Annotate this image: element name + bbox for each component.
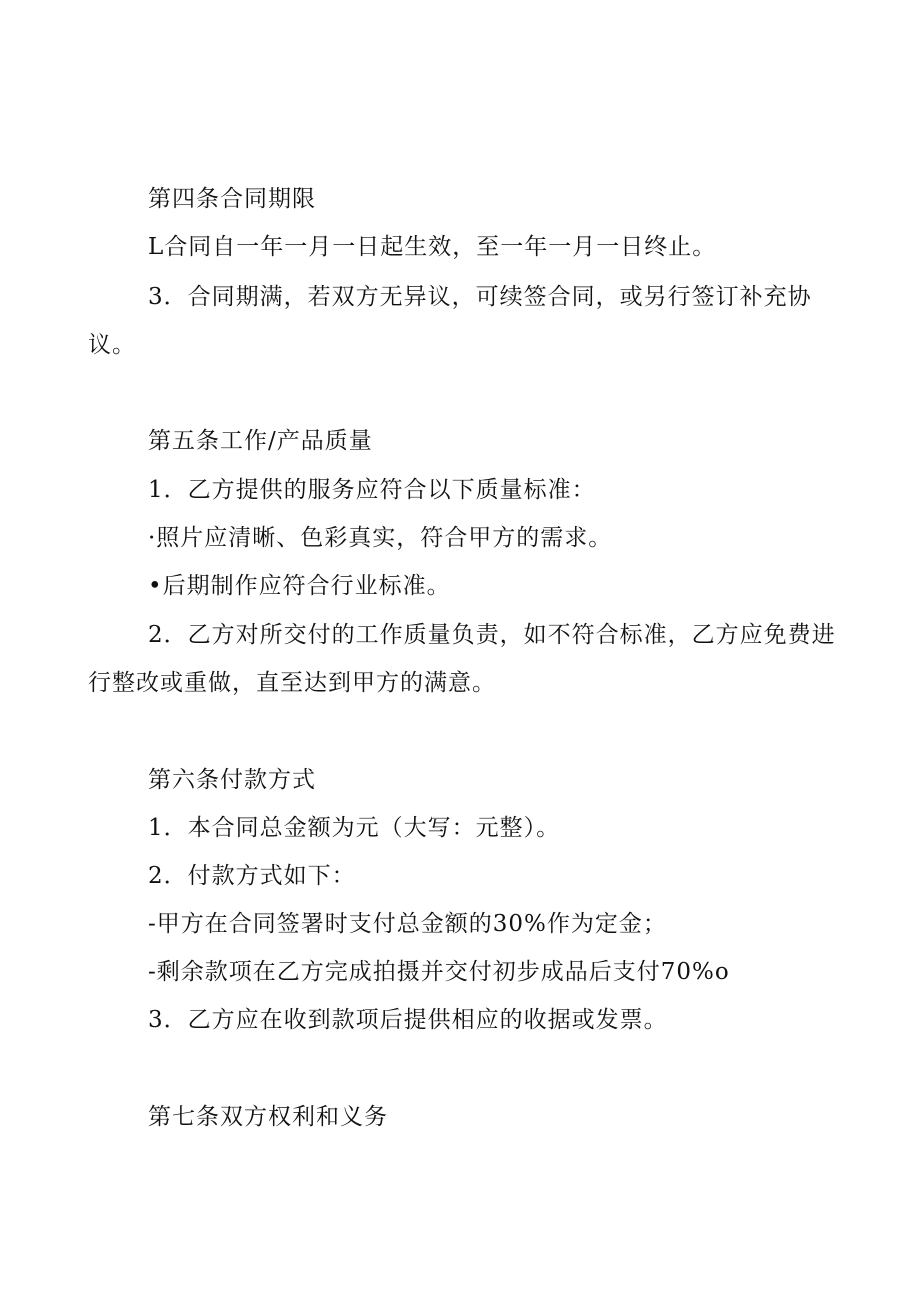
paragraph-line: 行整改或重做，直至达到甲方的满意。 xyxy=(88,670,496,696)
paragraph-line: 3．乙方应在收到款项后提供相应的收据或发票。 xyxy=(148,1007,668,1033)
paragraph-line: 3．合同期满，若双方无异议，可续签合同，或另行签订补充协 xyxy=(148,284,812,310)
paragraph-line: -剩余款项在乙方完成拍摄并交付初步成品后支付70%o xyxy=(148,959,730,985)
section-heading-7: 第七条双方权利和义务 xyxy=(148,1104,388,1130)
paragraph-line: •后期制作应符合行业标准。 xyxy=(148,573,451,599)
section-heading-6: 第六条付款方式 xyxy=(148,767,316,793)
paragraph-line: L合同自一年一月一日起生效，至一年一月一日终止。 xyxy=(148,234,717,260)
paragraph-line: 1．本合同总金额为元（大写：元整）。 xyxy=(148,815,561,841)
paragraph-line: ·照片应清晰、色彩真实，符合甲方的需求。 xyxy=(148,525,613,551)
paragraph-line: 1．乙方提供的服务应符合以下质量标准： xyxy=(148,477,596,503)
paragraph-line: 议。 xyxy=(88,332,136,358)
section-heading-4: 第四条合同期限 xyxy=(148,186,316,212)
section-heading-5: 第五条工作/产品质量 xyxy=(148,428,373,454)
paragraph-line: -甲方在合同签署时支付总金额的30%作为定金； xyxy=(148,911,667,937)
paragraph-line: 2．付款方式如下： xyxy=(148,863,356,889)
paragraph-line: 2．乙方对所交付的工作质量负责，如不符合标准，乙方应免费进 xyxy=(148,622,836,648)
